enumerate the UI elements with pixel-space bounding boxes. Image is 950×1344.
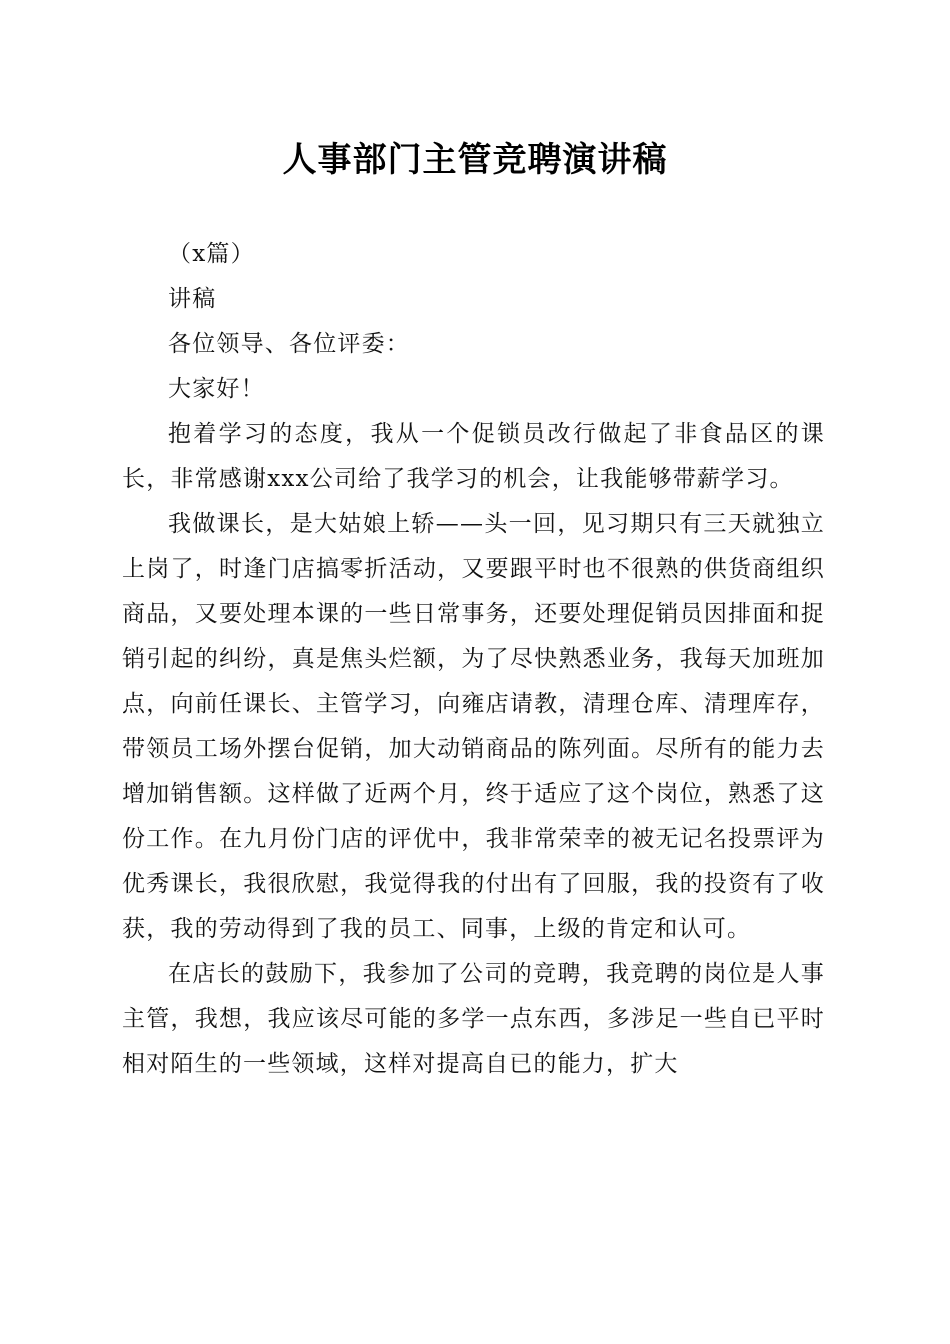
paragraph-speech-label: 讲稿 [168, 286, 217, 312]
document-title: 人事部门主管竞聘演讲稿 [282, 140, 668, 180]
paragraph-body-1: 抱着学习的态度，我从一个促锁员改行做起了非食品区的课长，非常感谢xxx公司给了我学习的机会，让我能够带薪学习。 [122, 421, 825, 492]
paragraph-body-3: 在店长的鼓励下，我参加了公司的竞聘，我竞聘的岗位是人事主管，我想，我应该尽可能的多学一点东西，多涉足一些自已平时相对陌生的一些领域，这样对提高自已的能力，扩大 [122, 961, 825, 1077]
document-body [122, 232, 825, 1087]
paragraph-greeting: 大家好！ [168, 376, 265, 402]
paragraph-salutation: 各位领导、各位评委： [168, 331, 410, 357]
paragraph-body-2: 我做课长，是大姑娘上轿——头一回，见习期只有三天就独立上岗了，时逢门店搞零折活动，又要跟平时也不很熟的供货商组织商品，又要处理本课的一些日常事务，还要处理促销员因排面和捉销引起的纠纷，真是焦头烂额，为了尽快熟悉业务，我每天加班加点，向前任课长、主管学习，向雍店请教，清理仓库、清理库存，带领员工场外摆台促销，加大动销商品的陈列面。尽所有的能力去增加销售额。这样做了近两个月，终于适应了这个岗位，熟悉了这份工作。在九月份门店的评优中，我非常荣幸的被无记名投票评为优秀课长，我很欣慰，我觉得我的付出有了回服，我的投资有了收获，我的劳动得到了我的员工、同事，上级的肯定和认可。 [122, 511, 825, 942]
paragraph-edition-note: （x篇） [168, 241, 255, 267]
